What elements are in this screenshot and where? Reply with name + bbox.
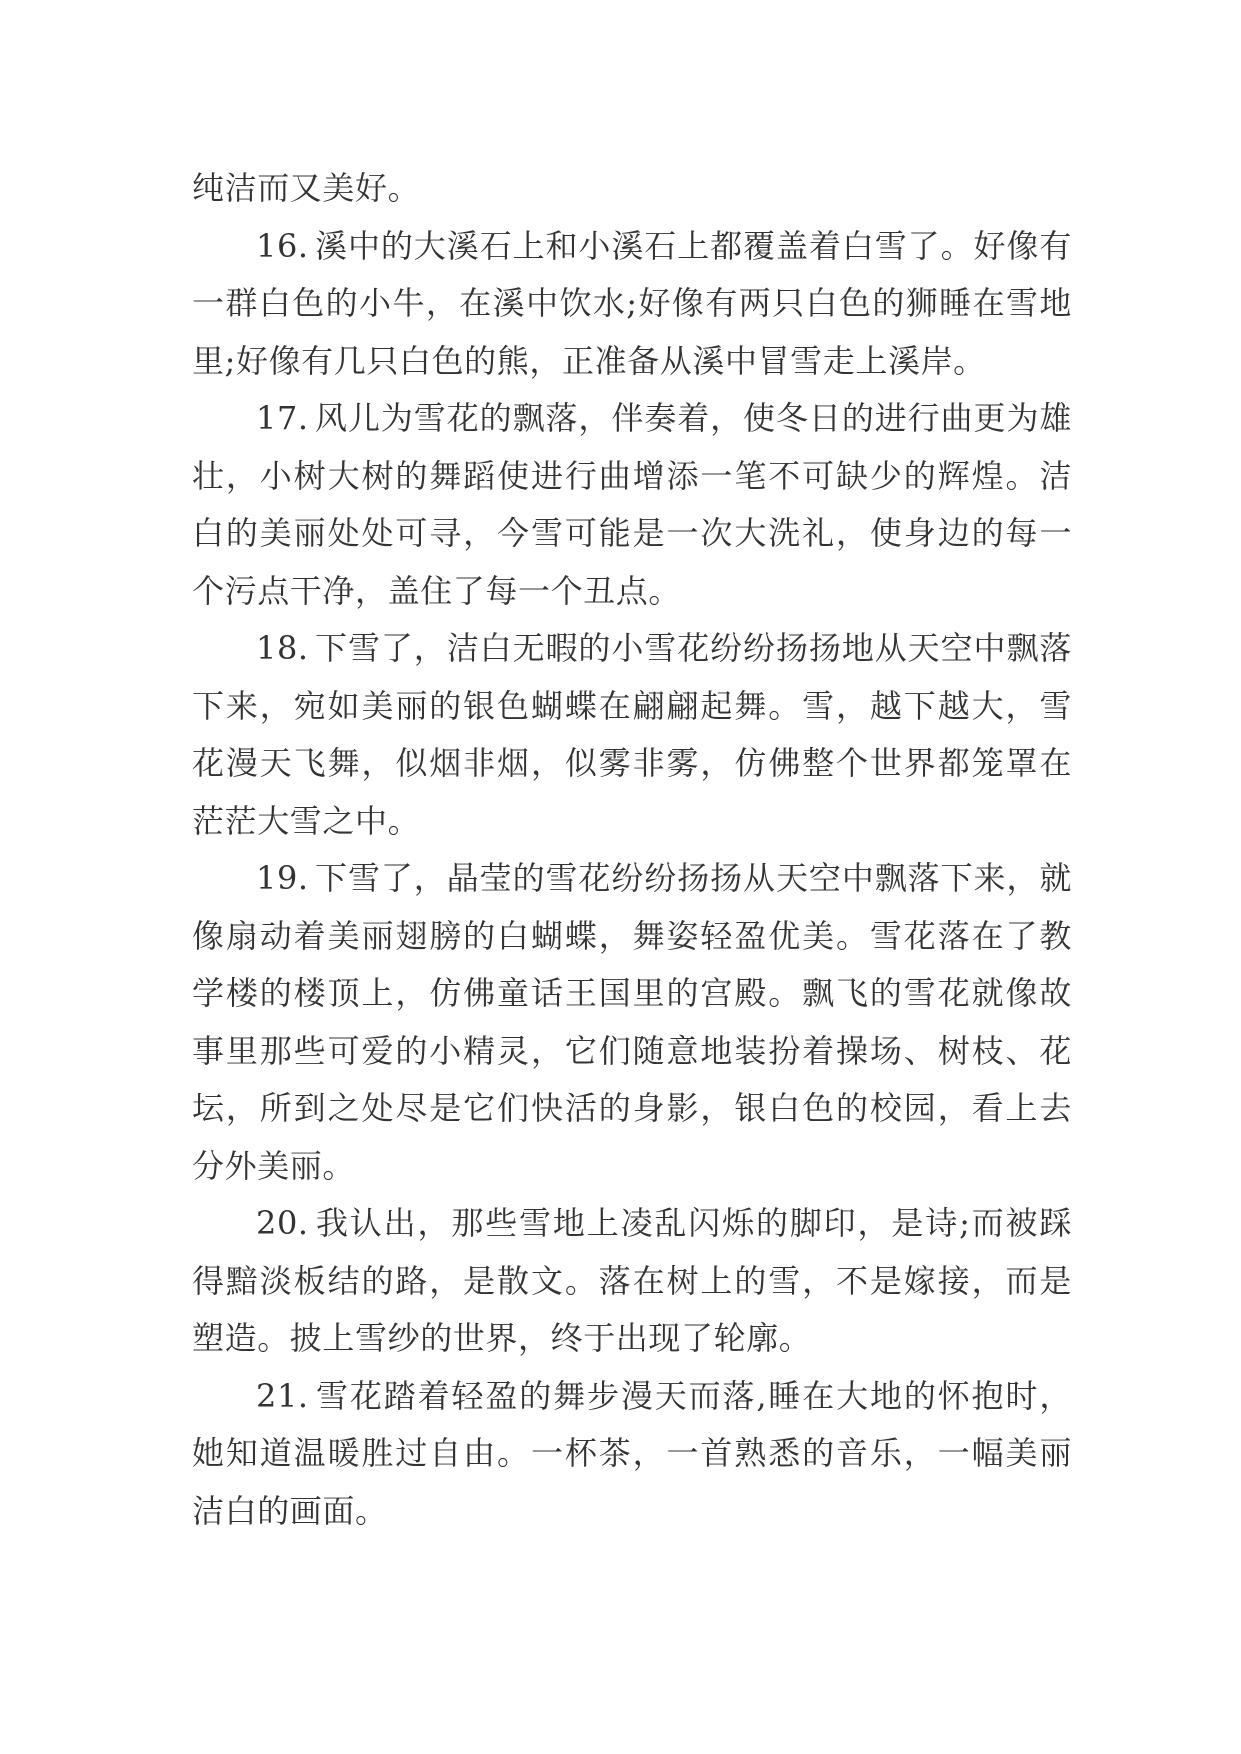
paragraph-item-19 [192, 850, 1072, 1195]
paragraph-number: 19. [256, 859, 309, 897]
document-body [192, 160, 1072, 1540]
paragraph-item-17 [192, 390, 1072, 620]
paragraph-number: 16. [256, 226, 309, 265]
paragraph-item-21 [192, 1368, 1072, 1541]
paragraph-text: 风儿为雪花的飘落，伴奏着，使冬日的进行曲更为雄壮，小树大树的舞蹈使进行曲增添一笔不可缺少的辉煌。洁白的美丽处处可寻，今雪可能是一次大洗礼，使身边的每一个污点干净，盖住了每一个丑点。 [192, 399, 1072, 610]
paragraph-number: 20. [256, 1204, 309, 1242]
paragraph-item-20 [192, 1195, 1072, 1368]
paragraph-number: 21. [256, 1376, 309, 1415]
paragraph-number: 18. [256, 629, 309, 667]
paragraph-item-16 [192, 218, 1072, 391]
paragraph-text: 我认出，那些雪地上凌乱闪烁的脚印，是诗;而被踩得黯淡板结的路，是散文。落在树上的雪，不是嫁接，而是塑造。披上雪纱的世界，终于出现了轮廓。 [192, 1204, 1072, 1357]
paragraph-text: 溪中的大溪石上和小溪石上都覆盖着白雪了。好像有一群白色的小牛，在溪中饮水;好像有两只白色的狮睡在雪地里;好像有几只白色的熊，正准备从溪中冒雪走上溪岸。 [192, 226, 1072, 380]
paragraph-number: 17. [256, 399, 309, 437]
paragraph-continuation [192, 160, 1072, 218]
paragraph-text: 纯洁而又美好。 [192, 169, 421, 207]
paragraph-text: 雪花踏着轻盈的舞步漫天而落,睡在大地的怀抱时，她知道温暖胜过自由。一杯茶，一首熟悉的音乐，一幅美丽洁白的画面。 [192, 1376, 1072, 1530]
paragraph-text: 下雪了，洁白无暇的小雪花纷纷扬扬地从天空中飘落下来，宛如美丽的银色蝴蝶在翩翩起舞。雪，越下越大，雪花漫天飞舞，似烟非烟，似雾非雾，仿佛整个世界都笼罩在茫茫大雪之中。 [192, 629, 1072, 840]
paragraph-text: 下雪了，晶莹的雪花纷纷扬扬从天空中飘落下来，就像扇动着美丽翅膀的白蝴蝶，舞姿轻盈优美。雪花落在了教学楼的楼顶上，仿佛童话王国里的宫殿。飘飞的雪花就像故事里那些可爱的小精灵，它们随意地装扮着操场、树枝、花坛，所到之处尽是它们快活的身影，银白色的校园，看上去分外美丽。 [192, 859, 1072, 1185]
paragraph-item-18 [192, 620, 1072, 850]
